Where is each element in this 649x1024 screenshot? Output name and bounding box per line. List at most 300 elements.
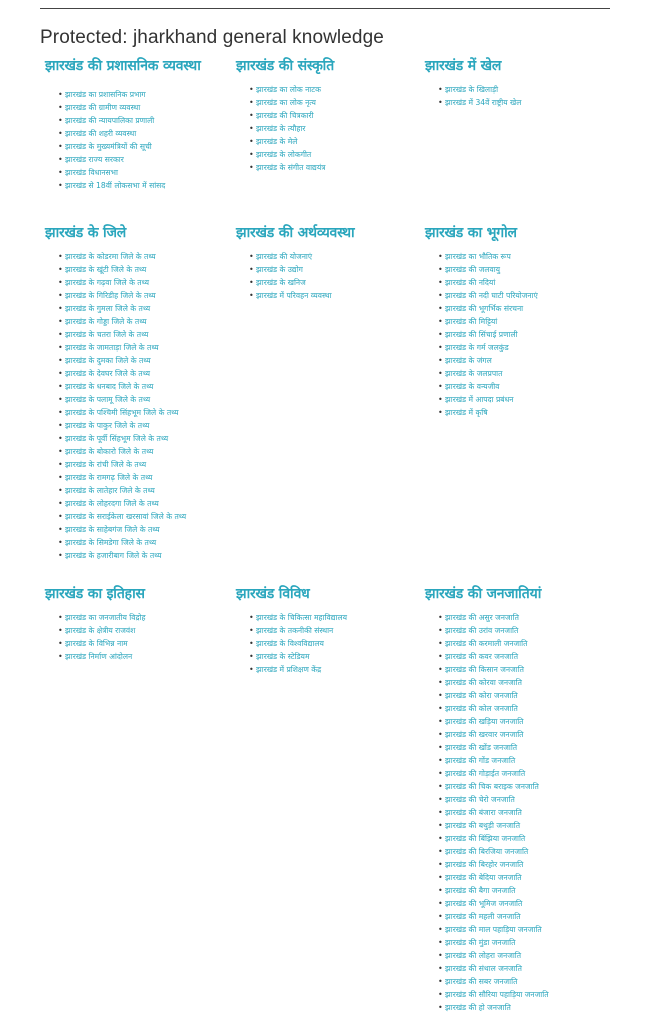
article-link[interactable]: झारखंड के धनबाद जिले के तथ्य <box>65 382 154 391</box>
list-item <box>45 367 230 380</box>
bullet-icon: • <box>58 551 63 560</box>
category-history <box>45 586 230 663</box>
bullet-icon: • <box>249 652 254 661</box>
list-item <box>45 127 230 140</box>
category-list <box>236 83 421 174</box>
article-link[interactable]: झारखंड के खूंटी जिले के तथ्य <box>65 265 147 274</box>
category-culture <box>236 58 421 174</box>
list-item <box>425 949 610 962</box>
article-link[interactable]: झारखंड की ग्रामीण व्यवस्था <box>65 103 141 112</box>
list-item <box>45 88 230 101</box>
bullet-icon: • <box>438 304 443 313</box>
article-link[interactable]: झारखंड के क्षेत्रीय राजवंश <box>65 626 136 635</box>
list-item <box>45 341 230 354</box>
bullet-icon: • <box>438 730 443 739</box>
page-title: Protected: jharkhand general knowledge <box>40 27 384 48</box>
list-item <box>425 263 610 276</box>
bullet-icon: • <box>58 538 63 547</box>
bullet-icon: • <box>438 717 443 726</box>
list-item <box>236 148 421 161</box>
list-item <box>425 315 610 328</box>
bullet-icon: • <box>58 265 63 274</box>
list-item <box>425 83 610 96</box>
list-item <box>45 315 230 328</box>
article-link[interactable]: झारखंड के स्टेडियम <box>256 652 310 661</box>
category-list <box>425 250 610 419</box>
list-item <box>425 676 610 689</box>
bullet-icon: • <box>438 795 443 804</box>
article-link[interactable]: झारखंड की उरांव जनजाति <box>445 626 519 635</box>
list-item <box>236 289 421 302</box>
article-link[interactable]: झारखंड की न्यायपालिका प्रणाली <box>65 116 155 125</box>
bullet-icon: • <box>58 639 63 648</box>
list-item <box>236 161 421 174</box>
category-list <box>45 88 230 192</box>
bullet-icon: • <box>249 613 254 622</box>
list-item <box>45 179 230 192</box>
article-link[interactable]: झारखंड विधानसभा <box>65 168 118 177</box>
list-item <box>425 754 610 767</box>
list-item <box>45 354 230 367</box>
list-item <box>425 741 610 754</box>
article-link[interactable]: झारखंड के जलप्रपात <box>445 369 503 378</box>
bullet-icon: • <box>58 317 63 326</box>
list-item <box>425 406 610 419</box>
category-list <box>425 83 610 109</box>
article-link[interactable]: झारखंड की माल पहाड़िया जनजाति <box>445 925 542 934</box>
category-title: झारखंड की प्रशासनिक व्यवस्था <box>45 58 201 74</box>
article-link[interactable]: झारखंड की बिरहोर जनजाति <box>445 860 524 869</box>
article-link[interactable]: झारखंड राज्य सरकार <box>65 155 124 164</box>
list-item <box>425 988 610 1001</box>
bullet-icon: • <box>249 252 254 261</box>
bullet-icon: • <box>438 912 443 921</box>
list-item <box>236 663 421 676</box>
list-item <box>425 819 610 832</box>
article-link[interactable]: झारखंड की हो जनजाति <box>445 1003 511 1012</box>
article-link[interactable]: झारखंड के संगीत वाद्ययंत्र <box>256 163 326 172</box>
article-link[interactable]: झारखंड से 18वीं लोकसभा में सांसद <box>65 181 166 190</box>
category-title: झारखंड का इतिहास <box>45 586 145 602</box>
bullet-icon: • <box>58 330 63 339</box>
article-link[interactable]: झारखंड के मुख्यमंत्रियों की सूची <box>65 142 152 151</box>
bullet-icon: • <box>438 613 443 622</box>
bullet-icon: • <box>438 782 443 791</box>
list-item <box>236 96 421 109</box>
article-link[interactable]: झारखंड की बेदिया जनजाति <box>445 873 522 882</box>
bullet-icon: • <box>58 626 63 635</box>
article-link[interactable]: झारखंड की लोहरा जनजाति <box>445 951 522 960</box>
list-item <box>45 484 230 497</box>
bullet-icon: • <box>58 168 63 177</box>
bullet-icon: • <box>249 137 254 146</box>
bullet-icon: • <box>58 421 63 430</box>
article-link[interactable]: झारखंड में परिवहन व्यवस्था <box>256 291 332 300</box>
article-link[interactable]: झारखंड की मुंडा जनजाति <box>445 938 516 947</box>
article-link[interactable]: झारखंड में कृषि <box>445 408 488 417</box>
bullet-icon: • <box>438 98 443 107</box>
bullet-icon: • <box>438 408 443 417</box>
list-item <box>45 153 230 166</box>
bullet-icon: • <box>438 639 443 648</box>
list-item <box>236 109 421 122</box>
bullet-icon: • <box>438 886 443 895</box>
list-item <box>45 445 230 458</box>
list-item <box>425 832 610 845</box>
list-item <box>45 393 230 406</box>
article-link[interactable]: झारखंड की महली जनजाति <box>445 912 521 921</box>
bullet-icon: • <box>58 382 63 391</box>
bullet-icon: • <box>58 447 63 456</box>
article-link[interactable]: झारखंड की करमाली जनजाति <box>445 639 528 648</box>
list-item <box>425 780 610 793</box>
list-item <box>236 276 421 289</box>
article-link[interactable]: झारखंड के त्यौहार <box>256 124 306 133</box>
category-title: झारखंड के जिले <box>45 225 127 241</box>
bullet-icon: • <box>438 652 443 661</box>
category-list <box>425 611 610 1014</box>
article-link[interactable]: झारखंड का प्रशासनिक प्रभाग <box>65 90 146 99</box>
article-link[interactable]: झारखंड के रामगढ़ जिले के तथ्य <box>65 473 153 482</box>
bullet-icon: • <box>438 1003 443 1012</box>
bullet-icon: • <box>438 951 443 960</box>
list-item <box>236 637 421 650</box>
category-list <box>45 250 230 562</box>
list-item <box>45 289 230 302</box>
article-link[interactable]: झारखंड की गोड़ाईत जनजाति <box>445 769 526 778</box>
list-item <box>425 702 610 715</box>
article-link[interactable]: झारखंड की असुर जनजाति <box>445 613 519 622</box>
list-item <box>425 624 610 637</box>
category-title: झारखंड में खेल <box>425 58 502 74</box>
list-item <box>45 328 230 341</box>
list-item <box>45 536 230 549</box>
list-item <box>45 380 230 393</box>
article-link[interactable]: झारखंड की कोरवा जनजाति <box>445 678 522 687</box>
list-item <box>45 250 230 263</box>
bullet-icon: • <box>58 142 63 151</box>
list-item <box>45 650 230 663</box>
list-item <box>425 302 610 315</box>
article-link[interactable]: झारखंड के विश्वविद्यालय <box>256 639 324 648</box>
bullet-icon: • <box>58 278 63 287</box>
bullet-icon: • <box>438 343 443 352</box>
list-item <box>425 393 610 406</box>
bullet-icon: • <box>58 434 63 443</box>
list-item <box>425 728 610 741</box>
bullet-icon: • <box>438 330 443 339</box>
category-economy <box>236 225 421 302</box>
list-item <box>425 637 610 650</box>
list-item <box>425 910 610 923</box>
article-link[interactable]: झारखंड की नदियां <box>445 278 496 287</box>
bullet-icon: • <box>438 925 443 934</box>
article-link[interactable]: झारखंड की खड़िया जनजाति <box>445 717 524 726</box>
bullet-icon: • <box>438 252 443 261</box>
bullet-icon: • <box>249 278 254 287</box>
list-item <box>45 611 230 624</box>
article-link[interactable]: झारखंड की कोल जनजाति <box>445 704 518 713</box>
article-link[interactable]: झारखंड के चतरा जिले के तथ्य <box>65 330 149 339</box>
list-item <box>425 923 610 936</box>
article-link[interactable]: झारखंड के रांची जिले के तथ्य <box>65 460 147 469</box>
bullet-icon: • <box>58 291 63 300</box>
list-item <box>425 276 610 289</box>
article-link[interactable]: झारखंड के पूर्वी सिंहभूम जिले के तथ्य <box>65 434 169 443</box>
list-item <box>425 341 610 354</box>
article-link[interactable]: झारखंड की भूगर्भिक संरचना <box>445 304 524 313</box>
article-link[interactable]: झारखंड के लोहरदगा जिले के तथ्य <box>65 499 159 508</box>
article-link[interactable]: झारखंड के साहेबगंज जिले के तथ्य <box>65 525 160 534</box>
list-item <box>425 897 610 910</box>
bullet-icon: • <box>438 395 443 404</box>
bullet-icon: • <box>249 665 254 674</box>
bullet-icon: • <box>58 486 63 495</box>
bullet-icon: • <box>249 98 254 107</box>
article-link[interactable]: झारखंड की बथुड़ी जनजाति <box>445 821 521 830</box>
article-link[interactable]: झारखंड के जंगल <box>445 356 492 365</box>
list-item <box>45 458 230 471</box>
article-link[interactable]: झारखंड की बिरजिया जनजाति <box>445 847 529 856</box>
article-link[interactable]: झारखंड के पश्चिमी सिंहभूम जिले के तथ्य <box>65 408 179 417</box>
bullet-icon: • <box>58 129 63 138</box>
list-item <box>425 962 610 975</box>
article-link[interactable]: झारखंड के पाकुर जिले के तथ्य <box>65 421 150 430</box>
bullet-icon: • <box>58 343 63 352</box>
bullet-icon: • <box>58 369 63 378</box>
list-item <box>425 663 610 676</box>
list-item <box>45 276 230 289</box>
article-link[interactable]: झारखंड की सौरिया पहाड़िया जनजाति <box>445 990 549 999</box>
list-item <box>425 380 610 393</box>
bullet-icon: • <box>58 499 63 508</box>
top-divider <box>40 8 610 9</box>
list-item <box>425 858 610 871</box>
bullet-icon: • <box>438 678 443 687</box>
article-link[interactable]: झारखंड की जलवायु <box>445 265 501 274</box>
article-link[interactable]: झारखंड के पलामू जिले के तथ्य <box>65 395 151 404</box>
bullet-icon: • <box>438 977 443 986</box>
article-link[interactable]: झारखंड के गुमला जिले के तथ्य <box>65 304 151 313</box>
article-link[interactable]: झारखंड की योजनाएं <box>256 252 313 261</box>
list-item <box>45 302 230 315</box>
list-item <box>425 1001 610 1014</box>
article-link[interactable]: झारखंड की किसान जनजाति <box>445 665 524 674</box>
list-item <box>236 250 421 263</box>
list-item <box>425 96 610 109</box>
article-link[interactable]: झारखंड के बोकारो जिले के तथ्य <box>65 447 154 456</box>
bullet-icon: • <box>438 665 443 674</box>
bullet-icon: • <box>438 291 443 300</box>
list-item <box>236 135 421 148</box>
bullet-icon: • <box>58 181 63 190</box>
article-link[interactable]: झारखंड के सराईकेला खरसावां जिले के तथ्य <box>65 512 187 521</box>
list-item <box>45 101 230 114</box>
article-link[interactable]: झारखंड की भूमिज जनजाति <box>445 899 523 908</box>
list-item <box>236 611 421 624</box>
article-link[interactable]: झारखंड की कोरा जनजाति <box>445 691 518 700</box>
bullet-icon: • <box>438 860 443 869</box>
bullet-icon: • <box>438 691 443 700</box>
article-link[interactable]: झारखंड में प्रशिक्षण केंद्र <box>256 665 322 674</box>
article-link[interactable]: झारखंड की गोंड जनजाति <box>445 756 516 765</box>
list-item <box>236 83 421 96</box>
article-link[interactable]: झारखंड की नदी घाटी परियोजनाएं <box>445 291 538 300</box>
article-link[interactable]: झारखंड का लोक नाटक <box>256 85 321 94</box>
list-item <box>45 624 230 637</box>
bullet-icon: • <box>58 460 63 469</box>
list-item <box>425 367 610 380</box>
article-link[interactable]: झारखंड के खिलाड़ी <box>445 85 499 94</box>
category-geography <box>425 225 610 419</box>
bullet-icon: • <box>249 265 254 274</box>
list-item <box>425 793 610 806</box>
category-miscellaneous <box>236 586 421 676</box>
article-link[interactable]: झारखंड के गढ़वा जिले के तथ्य <box>65 278 149 287</box>
list-item <box>236 650 421 663</box>
list-item <box>425 767 610 780</box>
article-link[interactable]: झारखंड के हजारीबाग जिले के तथ्य <box>65 551 162 560</box>
bullet-icon: • <box>249 85 254 94</box>
article-link[interactable]: झारखंड की मिट्टियां <box>445 317 498 326</box>
category-title: झारखंड की जनजातियां <box>425 586 542 602</box>
article-link[interactable]: झारखंड की संथाल जनजाति <box>445 964 522 973</box>
bullet-icon: • <box>438 821 443 830</box>
article-link[interactable]: झारखंड के दुमका जिले के तथ्य <box>65 356 151 365</box>
bullet-icon: • <box>438 964 443 973</box>
bullet-icon: • <box>438 873 443 882</box>
list-item <box>425 328 610 341</box>
article-link[interactable]: झारखंड की सबर जनजाति <box>445 977 518 986</box>
bullet-icon: • <box>58 90 63 99</box>
bullet-icon: • <box>438 278 443 287</box>
list-item <box>236 122 421 135</box>
bullet-icon: • <box>438 938 443 947</box>
article-link[interactable]: झारखंड का जनजातीय विद्रोह <box>65 613 146 622</box>
article-link[interactable]: झारखंड के वन्यजीव <box>445 382 500 391</box>
article-link[interactable]: झारखंड का लोक नृत्य <box>256 98 316 107</box>
article-link[interactable]: झारखंड की बैगा जनजाति <box>445 886 516 895</box>
list-item <box>45 114 230 127</box>
article-link[interactable]: झारखंड की बंजारा जनजाति <box>445 808 522 817</box>
list-item <box>425 884 610 897</box>
category-title: झारखंड का भूगोल <box>425 225 517 241</box>
article-link[interactable]: झारखंड में आपदा प्रबंधन <box>445 395 514 404</box>
bullet-icon: • <box>249 150 254 159</box>
bullet-icon: • <box>58 395 63 404</box>
article-link[interactable]: झारखंड की कवर जनजाति <box>445 652 519 661</box>
list-item <box>45 510 230 523</box>
category-title: झारखंड की संस्कृति <box>236 58 335 74</box>
article-link[interactable]: झारखंड की सिंचाई प्रणाली <box>445 330 518 339</box>
article-link[interactable]: झारखंड के चिकित्सा महाविद्यालय <box>256 613 348 622</box>
bullet-icon: • <box>58 252 63 261</box>
article-link[interactable]: झारखंड के जामताड़ा जिले के तथ्य <box>65 343 159 352</box>
list-item <box>236 263 421 276</box>
article-link[interactable]: झारखंड निर्माण आंदोलन <box>65 652 133 661</box>
article-link[interactable]: झारखंड के देवघर जिले के तथ्य <box>65 369 151 378</box>
bullet-icon: • <box>58 103 63 112</box>
bullet-icon: • <box>58 525 63 534</box>
list-item <box>45 166 230 179</box>
category-administration <box>45 58 230 192</box>
bullet-icon: • <box>249 111 254 120</box>
list-item <box>425 289 610 302</box>
bullet-icon: • <box>438 743 443 752</box>
bullet-icon: • <box>249 626 254 635</box>
bullet-icon: • <box>58 356 63 365</box>
article-link[interactable]: झारखंड में 34वें राष्ट्रीय खेल <box>445 98 522 107</box>
article-link[interactable]: झारखंड के लोकगीत <box>256 150 312 159</box>
list-item <box>425 611 610 624</box>
article-link[interactable]: झारखंड की शहरी व्यवस्था <box>65 129 137 138</box>
article-link[interactable]: झारखंड की चित्रकारी <box>256 111 314 120</box>
article-link[interactable]: झारखंड के गर्म जलकुंड <box>445 343 509 352</box>
bullet-icon: • <box>58 613 63 622</box>
list-item <box>45 549 230 562</box>
bullet-icon: • <box>438 899 443 908</box>
bullet-icon: • <box>438 769 443 778</box>
bullet-icon: • <box>438 990 443 999</box>
article-link[interactable]: झारखंड के लातेहार जिले के तथ्य <box>65 486 155 495</box>
bullet-icon: • <box>58 155 63 164</box>
article-link[interactable]: झारखंड के कोडरमा जिले के तथ्य <box>65 252 156 261</box>
list-item <box>425 845 610 858</box>
bullet-icon: • <box>249 639 254 648</box>
article-link[interactable]: झारखंड के तकनीकी संस्थान <box>256 626 334 635</box>
article-link[interactable]: झारखंड के खनिज <box>256 278 306 287</box>
category-title: झारखंड की अर्थव्यवस्था <box>236 225 355 241</box>
bullet-icon: • <box>58 116 63 125</box>
category-tribes <box>425 586 610 1014</box>
bullet-icon: • <box>58 408 63 417</box>
bullet-icon: • <box>58 652 63 661</box>
article-link[interactable]: झारखंड के विभिन्न नाम <box>65 639 128 648</box>
article-link[interactable]: झारखंड के उद्योग <box>256 265 303 274</box>
article-link[interactable]: झारखंड की चेरो जनजाति <box>445 795 515 804</box>
category-list <box>236 611 421 676</box>
list-item <box>45 497 230 510</box>
bullet-icon: • <box>58 512 63 521</box>
bullet-icon: • <box>438 369 443 378</box>
category-districts <box>45 225 230 562</box>
bullet-icon: • <box>438 704 443 713</box>
article-link[interactable]: झारखंड की चिक बराइक जनजाति <box>445 782 539 791</box>
bullet-icon: • <box>438 265 443 274</box>
list-item <box>45 523 230 536</box>
category-list <box>236 250 421 302</box>
list-item <box>425 871 610 884</box>
bullet-icon: • <box>438 756 443 765</box>
category-list <box>45 611 230 663</box>
article-link[interactable]: झारखंड के मेले <box>256 137 298 146</box>
article-link[interactable]: झारखंड की खोंड जनजाति <box>445 743 518 752</box>
list-item <box>425 250 610 263</box>
bullet-icon: • <box>438 356 443 365</box>
article-link[interactable]: झारखंड की खरवार जनजाति <box>445 730 524 739</box>
bullet-icon: • <box>249 124 254 133</box>
list-item <box>45 471 230 484</box>
article-link[interactable]: झारखंड के सिमडेगा जिले के तथ्य <box>65 538 157 547</box>
bullet-icon: • <box>438 626 443 635</box>
article-link[interactable]: झारखंड की बिंझिया जनजाति <box>445 834 526 843</box>
article-link[interactable]: झारखंड के गोड्डा जिले के तथ्य <box>65 317 147 326</box>
list-item <box>425 689 610 702</box>
article-link[interactable]: झारखंड का भौतिक रूप <box>445 252 511 261</box>
article-link[interactable]: झारखंड के गिरिडीह जिले के तथ्य <box>65 291 156 300</box>
bullet-icon: • <box>249 291 254 300</box>
bullet-icon: • <box>438 834 443 843</box>
